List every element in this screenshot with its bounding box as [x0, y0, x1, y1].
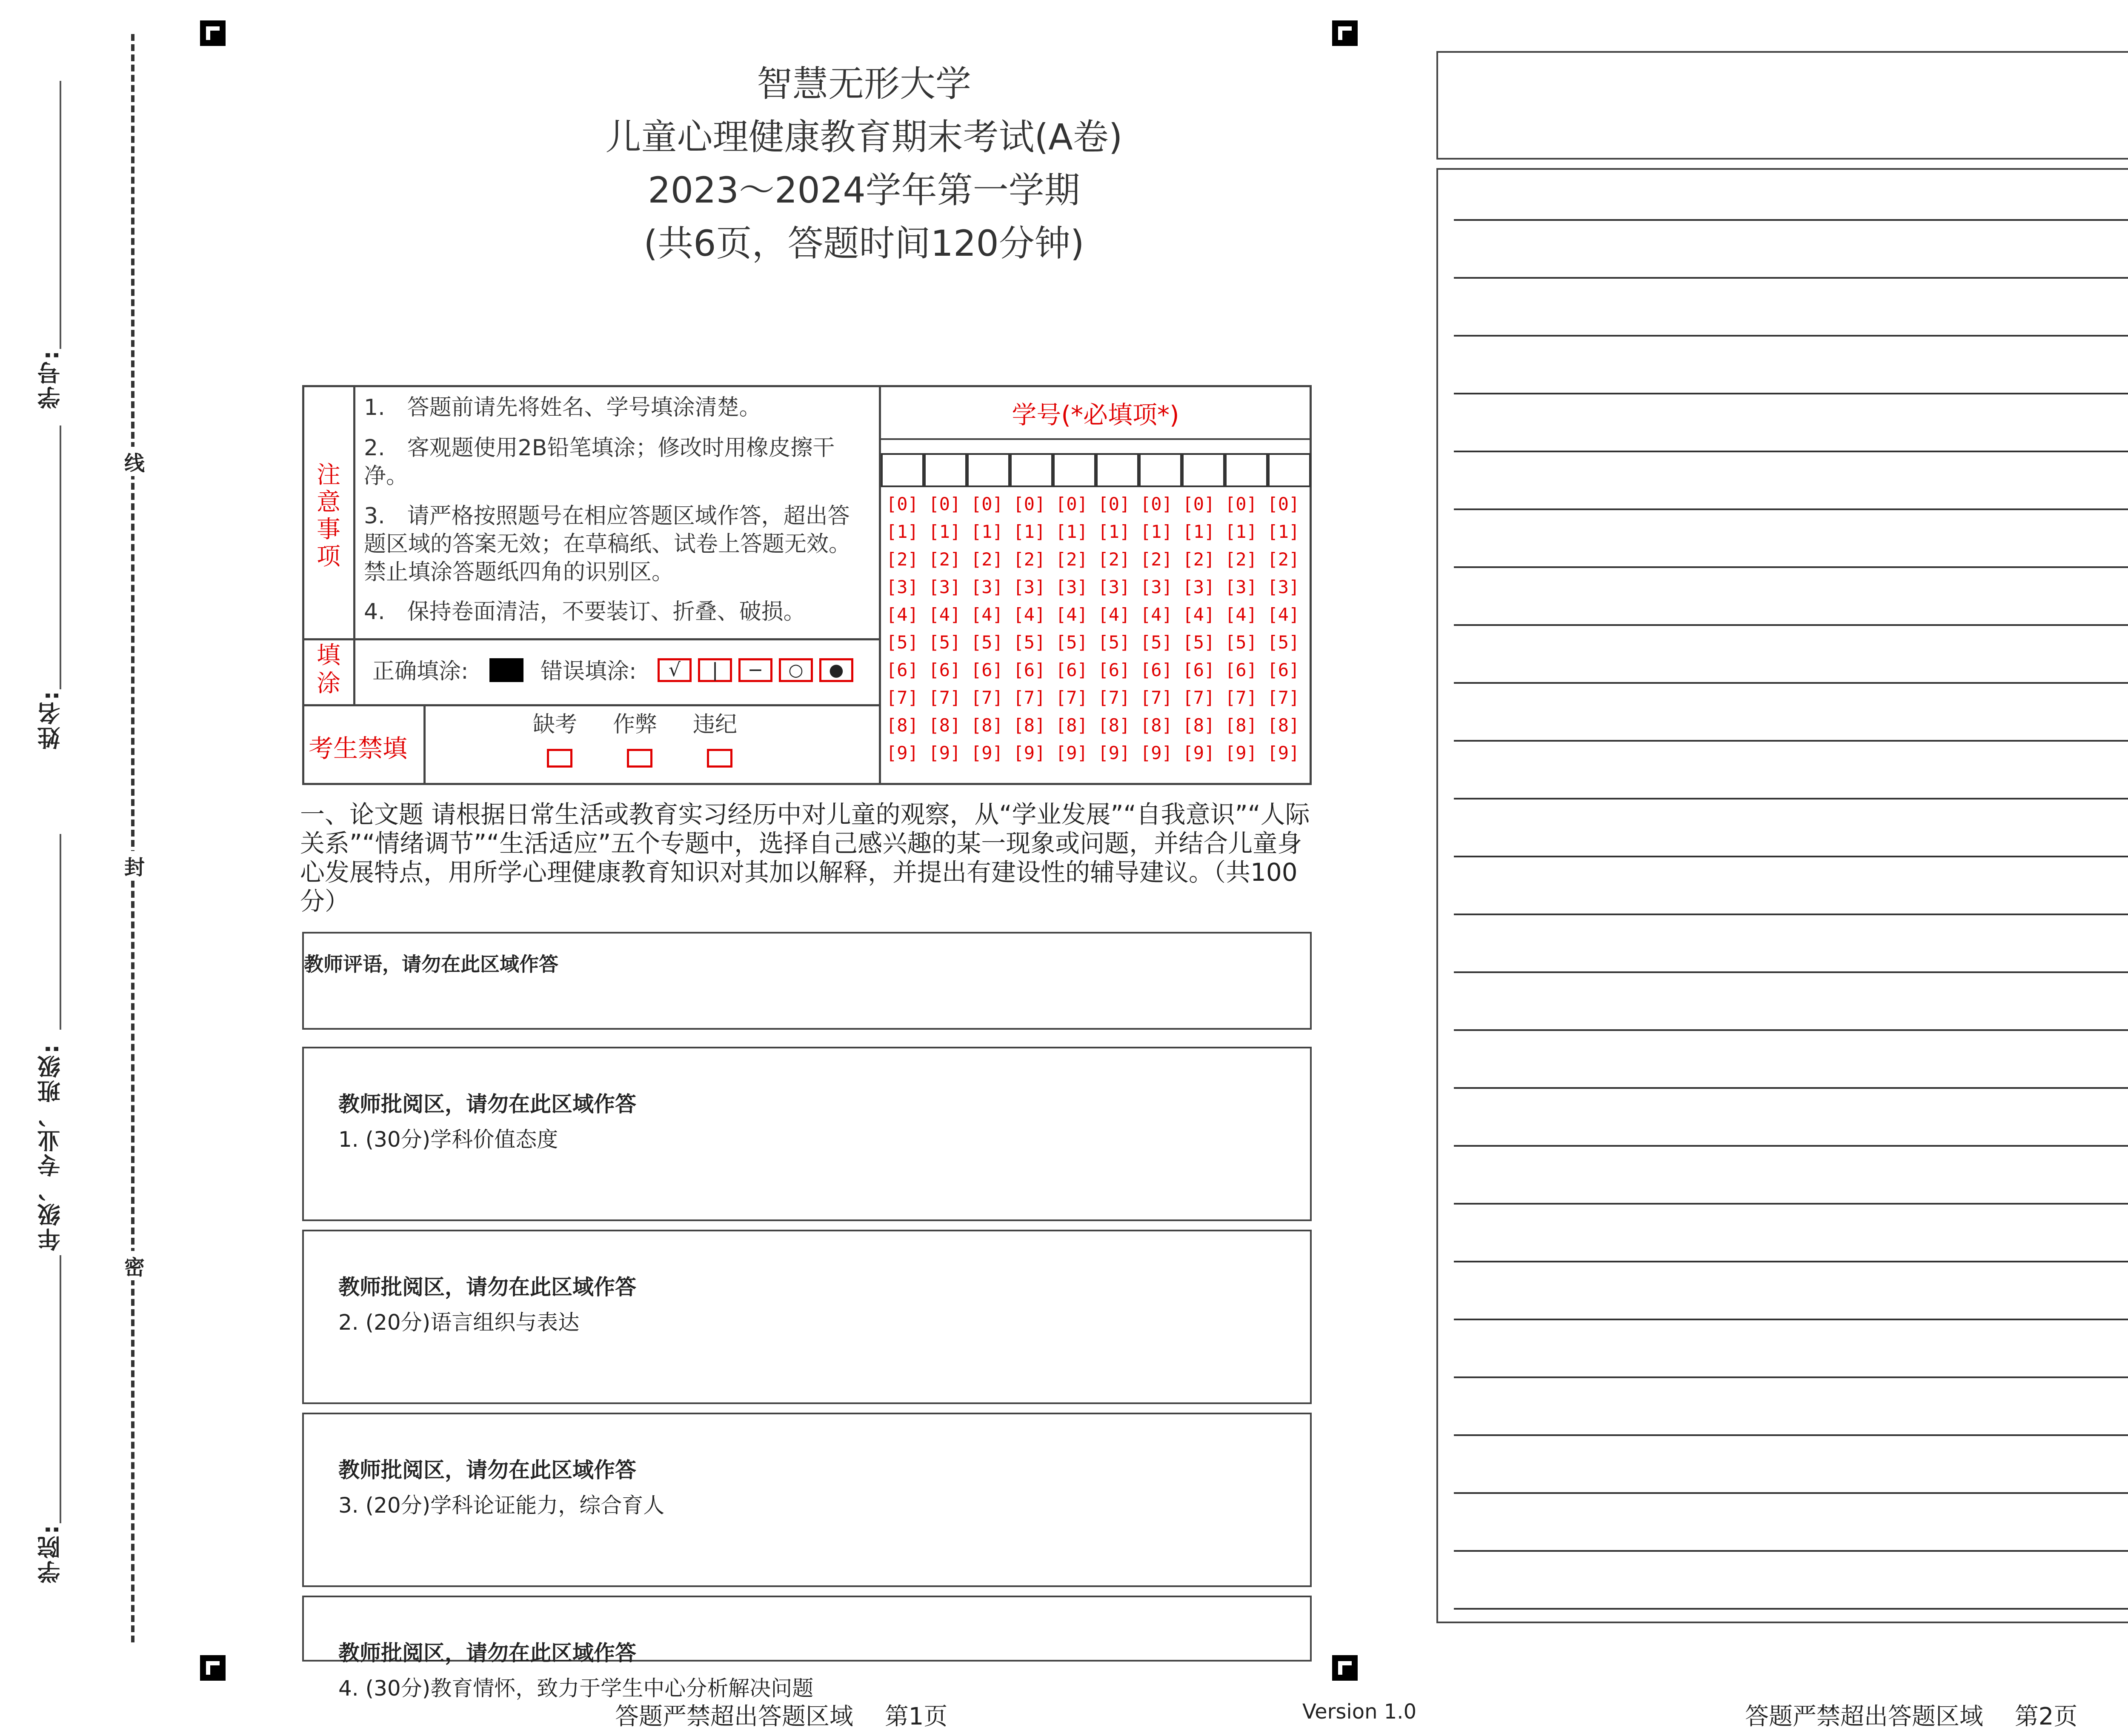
answer-line [1454, 335, 2128, 337]
student-id-bubble[interactable]: [3] [1225, 577, 1257, 597]
college-blank[interactable] [60, 1255, 61, 1523]
answer-line [1454, 624, 2128, 626]
student-id-bubble[interactable]: [3] [1182, 577, 1215, 597]
answer-line [1454, 1261, 2128, 1262]
answer-line [1454, 740, 2128, 742]
registration-mark-icon [1332, 20, 1358, 46]
student-id-bubble[interactable]: [7] [1140, 687, 1173, 708]
student-id-bubble[interactable]: [9] [928, 742, 961, 763]
forbidden-absent-label: 缺考 [533, 712, 578, 737]
student-id-bubble[interactable]: [4] [928, 604, 961, 625]
student-id-bubble[interactable]: [6] [928, 660, 961, 680]
answer-line [1454, 1319, 2128, 1320]
student-id-bubble[interactable]: [2] [928, 549, 961, 570]
page1-footer: 答题严禁超出答题区域 第1页 [615, 1703, 948, 1730]
forbidden-cheat-checkbox[interactable] [627, 749, 652, 768]
student-id-bubble[interactable]: [5] [1098, 632, 1130, 653]
forbidden-cheat-label: 作弊 [613, 712, 658, 737]
student-id-bubble[interactable]: [4] [1013, 604, 1046, 625]
student-id-bubble[interactable]: [7] [1267, 687, 1300, 708]
student-id-blank[interactable] [60, 81, 61, 349]
student-id-bubble[interactable]: [5] [886, 632, 918, 653]
exam-term: 2023～2024学年第一学期 [648, 169, 1080, 211]
wrong-fill-circle: ○ [779, 658, 813, 682]
fill-title: 填涂 [317, 642, 340, 697]
student-id-bubble[interactable]: [3] [1098, 577, 1130, 597]
student-id-bubble[interactable]: [2] [1267, 549, 1300, 570]
page2-answer-area[interactable] [1436, 168, 2128, 1623]
teacher-comment-area [302, 932, 1312, 1030]
student-id-bubble[interactable]: [9] [1055, 742, 1088, 763]
student-id-bubble[interactable]: [6] [971, 660, 1003, 680]
correct-fill-label: 正确填涂: [372, 659, 469, 684]
student-id-bubble[interactable]: [0] [1225, 494, 1257, 514]
student-id-bubble[interactable]: [1] [1098, 521, 1130, 542]
student-id-bubble[interactable]: [8] [1055, 715, 1088, 736]
student-id-bubble[interactable]: [3] [1267, 577, 1300, 597]
binding-dashed-line [131, 34, 134, 1642]
grade-major-class-label: 年级、专业、班级: [37, 1042, 64, 1251]
wrong-fill-check: √ [658, 658, 692, 682]
student-id-bubble[interactable]: [8] [1267, 715, 1300, 736]
student-id-bubble[interactable]: [8] [886, 715, 918, 736]
student-id-digit-box[interactable] [881, 453, 924, 487]
student-id-bubble[interactable]: [6] [1267, 660, 1300, 680]
student-id-bubble[interactable]: [2] [1140, 549, 1173, 570]
divider [302, 638, 880, 640]
student-id-bubble[interactable]: [8] [928, 715, 961, 736]
student-id-digit-box[interactable] [1268, 453, 1311, 487]
student-id-bubble[interactable]: [7] [928, 687, 961, 708]
grading-title-2: 教师批阅区，请勿在此区域作答 [338, 1275, 636, 1299]
answer-line [1454, 277, 2128, 279]
student-id-bubble[interactable]: [5] [1055, 632, 1088, 653]
student-id-bubble[interactable]: [4] [971, 604, 1003, 625]
student-id-bubble[interactable]: [6] [1098, 660, 1130, 680]
student-id-bubble[interactable]: [3] [971, 577, 1003, 597]
student-id-bubble[interactable]: [9] [1140, 742, 1173, 763]
student-id-bubble[interactable]: [0] [1013, 494, 1046, 514]
forbidden-absent-checkbox[interactable] [547, 749, 572, 768]
student-id-bubble[interactable]: [1] [886, 521, 918, 542]
seal-text-feng: 封 [124, 851, 143, 880]
wrong-fill-dot: ● [819, 658, 853, 682]
student-id-bubble[interactable]: [3] [928, 577, 961, 597]
student-id-bubble[interactable]: [9] [1098, 742, 1130, 763]
grading-title-4: 教师批阅区，请勿在此区域作答 [338, 1641, 636, 1665]
student-id-bubble[interactable]: [5] [1140, 632, 1173, 653]
divider [881, 438, 1311, 440]
student-id-bubble[interactable]: [3] [886, 577, 918, 597]
student-id-bubble[interactable]: [3] [1013, 577, 1046, 597]
name-blank[interactable] [60, 425, 61, 689]
divider [353, 638, 355, 704]
student-id-bubble[interactable]: [1] [1267, 521, 1300, 542]
exam-title: 儿童心理健康教育期末考试(A卷) [605, 116, 1123, 158]
student-id-bubble[interactable]: [2] [1225, 549, 1257, 570]
student-id-bubble[interactable]: [8] [1182, 715, 1215, 736]
answer-line [1454, 451, 2128, 452]
answer-line [1454, 566, 2128, 568]
student-id-bubble[interactable]: [7] [1013, 687, 1046, 708]
student-id-bubble[interactable]: [0] [886, 494, 918, 514]
forbidden-violation-label: 违纪 [693, 712, 738, 737]
student-id-title: 学号(*必填项*) [1012, 400, 1179, 429]
student-id-bubble[interactable]: [0] [1267, 494, 1300, 514]
student-id-bubble[interactable]: [8] [1140, 715, 1173, 736]
teacher-comment-label: 教师评语，请勿在此区域作答 [304, 953, 558, 976]
student-id-bubble[interactable]: [6] [1055, 660, 1088, 680]
student-id-bubble[interactable]: [2] [1055, 549, 1088, 570]
grading-item-2: 2. (20分)语言组织与表达 [338, 1310, 580, 1335]
student-id-bubble[interactable]: [9] [1267, 742, 1300, 763]
answer-line [1454, 393, 2128, 394]
student-id-bubble[interactable]: [4] [886, 604, 918, 625]
grading-item-3: 3. (20分)学科论证能力，综合育人 [338, 1493, 665, 1518]
student-id-bubble[interactable]: [1] [1182, 521, 1215, 542]
student-id-bubble[interactable]: [1] [1013, 521, 1046, 542]
student-id-bubble[interactable]: [8] [971, 715, 1003, 736]
student-id-bubble[interactable]: [3] [1140, 577, 1173, 597]
student-id-bubble[interactable]: [7] [971, 687, 1003, 708]
answer-line [1454, 1492, 2128, 1494]
notice-title: 注意事项 [317, 461, 340, 571]
student-id-digit-box[interactable] [1139, 453, 1182, 487]
student-id-bubble[interactable]: [2] [886, 549, 918, 570]
answer-line [1454, 1203, 2128, 1205]
student-id-digit-box[interactable] [1010, 453, 1053, 487]
student-id-bubble[interactable]: [2] [1013, 549, 1046, 570]
answer-line [1454, 798, 2128, 799]
divider [302, 704, 880, 706]
answer-line [1454, 914, 2128, 915]
answer-line [1454, 1087, 2128, 1089]
answer-line [1454, 508, 2128, 510]
student-id-digit-box[interactable] [1225, 453, 1268, 487]
student-id-bubble[interactable]: [6] [886, 660, 918, 680]
correct-fill-sample [489, 658, 523, 682]
student-id-bubble[interactable]: [6] [1182, 660, 1215, 680]
version-label: Version 1.0 [1302, 1700, 1417, 1724]
divider [353, 385, 355, 638]
notice-item-1: 1. 答题前请先将姓名、学号填涂清楚。 [364, 395, 761, 420]
student-id-digit-box[interactable] [924, 453, 967, 487]
wrong-fill-dash: − [738, 658, 772, 682]
registration-mark-icon [200, 20, 226, 46]
student-id-bubble[interactable]: [7] [1098, 687, 1130, 708]
student-id-bubble[interactable]: [5] [1013, 632, 1046, 653]
page2-footer: 答题严禁超出答题区域 第2页 [1745, 1703, 2078, 1730]
page2-header-box [1436, 51, 2128, 160]
answer-line [1454, 1376, 2128, 1378]
student-id-label: 学号: [37, 349, 64, 409]
student-id-bubble[interactable]: [7] [1055, 687, 1088, 708]
notice-item-4: 4. 保持卷面清洁，不要装订、折叠、破损。 [364, 599, 806, 625]
answer-line [1454, 219, 2128, 221]
student-id-digit-box[interactable] [1182, 453, 1225, 487]
student-id-bubble[interactable]: [2] [1098, 549, 1130, 570]
student-id-bubble[interactable]: [8] [1225, 715, 1257, 736]
grading-title-3: 教师批阅区，请勿在此区域作答 [338, 1458, 636, 1482]
student-id-bubble[interactable]: [1] [1140, 521, 1173, 542]
student-id-bubble[interactable]: [4] [1098, 604, 1130, 625]
student-id-bubble[interactable]: [9] [886, 742, 918, 763]
student-id-bubble[interactable]: [7] [886, 687, 918, 708]
student-id-bubble[interactable]: [4] [1225, 604, 1257, 625]
student-id-bubble[interactable]: [6] [1225, 660, 1257, 680]
answer-line [1454, 1145, 2128, 1147]
registration-mark-icon [1332, 1655, 1358, 1681]
student-id-bubble[interactable]: [1] [928, 521, 961, 542]
student-id-bubble[interactable]: [5] [1267, 632, 1300, 653]
notice-item-2: 2. 客观题使用2B铅笔填涂；修改时用橡皮擦干净。 [364, 435, 835, 489]
notice-item-3: 3. 请严格按照题号在相应答题区域作答，超出答题区域的答案无效；在草稿纸、试卷上答题无效。禁止填涂答题纸四角的识别区。 [364, 503, 851, 585]
student-id-bubble[interactable]: [9] [971, 742, 1003, 763]
student-id-bubble[interactable]: [1] [971, 521, 1003, 542]
seal-text-line: 线 [124, 447, 143, 476]
student-id-digit-box[interactable] [1096, 453, 1139, 487]
student-id-bubble[interactable]: [5] [928, 632, 961, 653]
student-id-bubble[interactable]: [8] [1098, 715, 1130, 736]
student-id-bubble[interactable]: [2] [1182, 549, 1215, 570]
student-id-digit-box[interactable] [967, 453, 1010, 487]
student-id-bubble[interactable]: [5] [971, 632, 1003, 653]
grade-major-class-blank[interactable] [60, 834, 61, 1030]
student-id-bubble[interactable]: [9] [1225, 742, 1257, 763]
student-id-bubble[interactable]: [5] [1182, 632, 1215, 653]
wrong-fill-label: 错误填涂: [541, 659, 637, 684]
answer-line [1454, 682, 2128, 684]
grading-item-1: 1. (30分)学科价值态度 [338, 1127, 558, 1152]
forbidden-title: 考生禁填 [309, 734, 408, 763]
student-id-bubble[interactable]: [5] [1225, 632, 1257, 653]
student-id-bubble[interactable]: [0] [928, 494, 961, 514]
student-id-bubble[interactable]: [0] [971, 494, 1003, 514]
student-id-bubble[interactable]: [9] [1013, 742, 1046, 763]
wrong-fill-bar: | [698, 658, 732, 682]
student-id-bubble[interactable]: [4] [1140, 604, 1173, 625]
student-id-bubble[interactable]: [1] [1225, 521, 1257, 542]
student-id-bubble[interactable]: [4] [1182, 604, 1215, 625]
student-id-bubble[interactable]: [1] [1055, 521, 1088, 542]
student-id-bubble[interactable]: [0] [1182, 494, 1215, 514]
student-id-digit-box[interactable] [1053, 453, 1096, 487]
forbidden-violation-checkbox[interactable] [707, 749, 732, 768]
student-id-bubble[interactable]: [0] [1055, 494, 1088, 514]
student-id-write-boxes[interactable] [881, 453, 1311, 487]
student-id-bubble[interactable]: [7] [1225, 687, 1257, 708]
answer-line [1454, 1029, 2128, 1031]
student-id-bubble[interactable]: [6] [1013, 660, 1046, 680]
seal-text-mi: 密 [124, 1251, 143, 1280]
registration-mark-icon [200, 1655, 226, 1681]
exam-info: (共6页，答题时间120分钟) [644, 223, 1084, 264]
school-name: 智慧无形大学 [756, 63, 971, 105]
student-id-bubble-grid[interactable] [881, 494, 1311, 774]
grading-title-1: 教师批阅区，请勿在此区域作答 [338, 1092, 636, 1116]
answer-line [1454, 1550, 2128, 1552]
essay-question: 一、论文题 请根据日常生活或教育实习经历中对儿童的观察，从“学业发展”“自我意识”“人际关系”“情绪调节”“生活适应”五个专题中，选择自己感兴趣的某一现象或问题，并结合儿童身心发展特点，用所学心理健康教育知识对其加以解释，并提出有建设性的辅导建议。（共100分） [300, 800, 1310, 916]
student-id-bubble[interactable]: [3] [1055, 577, 1088, 597]
student-id-bubble[interactable]: [8] [1013, 715, 1046, 736]
answer-line [1454, 971, 2128, 973]
student-id-bubble[interactable]: [7] [1182, 687, 1215, 708]
student-id-bubble[interactable]: [0] [1098, 494, 1130, 514]
college-label: 学院: [37, 1523, 64, 1584]
student-id-bubble[interactable]: [4] [1267, 604, 1300, 625]
student-id-bubble[interactable]: [4] [1055, 604, 1088, 625]
student-id-bubble[interactable]: [9] [1182, 742, 1215, 763]
answer-line [1454, 1608, 2128, 1610]
student-id-bubble[interactable]: [2] [971, 549, 1003, 570]
divider [423, 704, 426, 785]
answer-line [1454, 856, 2128, 857]
name-label: 姓名: [37, 689, 64, 750]
grading-item-4: 4. (30分)教育情怀，致力于学生中心分析解决问题 [338, 1676, 814, 1701]
answer-line [1454, 1434, 2128, 1436]
student-id-bubble[interactable]: [0] [1140, 494, 1173, 514]
student-id-bubble[interactable]: [6] [1140, 660, 1173, 680]
